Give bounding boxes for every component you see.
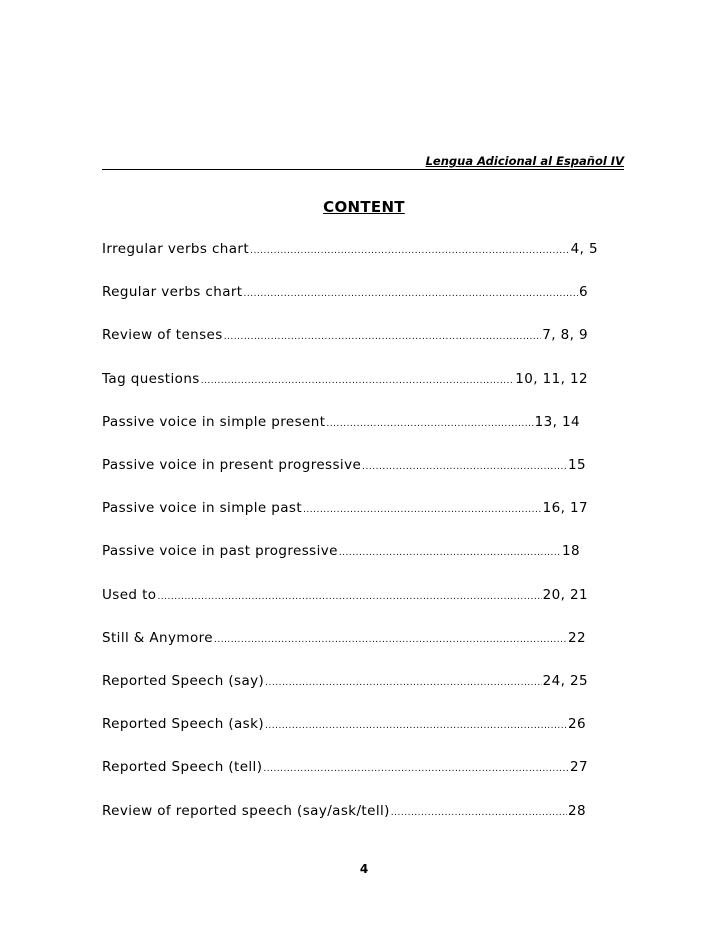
toc-entry-pages: 22 [568, 630, 586, 646]
toc-entry-pages: 24, 25 [542, 673, 588, 689]
toc-entry-title: Review of tenses [102, 327, 223, 343]
toc-entry-title: Passive voice in past progressive [102, 543, 338, 559]
toc-entry-title: Reported Speech (say) [102, 673, 265, 689]
toc-dot-leader [263, 764, 569, 774]
toc-entry [102, 587, 588, 605]
toc-entry-title: Passive voice in simple past [102, 500, 303, 516]
header-rule [102, 169, 624, 170]
toc-entry-pages: 13, 14 [534, 414, 580, 430]
toc-entry [102, 716, 586, 734]
toc-dot-leader [157, 592, 541, 602]
toc-dot-leader [244, 289, 578, 299]
toc-entry [102, 630, 586, 648]
toc-entry-pages: 18 [562, 543, 580, 559]
toc-dot-leader [224, 332, 542, 342]
toc-entry-pages: 10, 11, 12 [515, 371, 588, 387]
toc-entry-title: Passive voice in present progressive [102, 457, 362, 473]
toc-dot-leader [391, 808, 567, 818]
toc-entry-title: Review of reported speech (say/ask/tell) [102, 803, 390, 819]
toc-dot-leader [339, 548, 561, 558]
course-header: Lengua Adicional al Español IV [425, 154, 624, 168]
page-number: 4 [359, 862, 369, 876]
toc-entry-title: Passive voice in simple present [102, 414, 326, 430]
toc-entry-title: Reported Speech (tell) [102, 759, 263, 775]
toc-dot-leader [265, 678, 541, 688]
toc-entry-title: Regular verbs chart [102, 284, 243, 300]
toc-entry-title: Used to [102, 587, 157, 603]
toc-entry-pages: 4, 5 [570, 241, 598, 257]
toc-dot-leader [326, 419, 533, 429]
toc-entry [102, 673, 588, 691]
toc-entry [102, 284, 588, 302]
toc-dot-leader [201, 376, 515, 386]
toc-entry-pages: 26 [568, 716, 586, 732]
toc-entry-title: Still & Anymore [102, 630, 213, 646]
toc-entry [102, 803, 586, 821]
toc-entry [102, 759, 588, 777]
toc-entry [102, 500, 588, 518]
toc-entry-pages: 7, 8, 9 [542, 327, 588, 343]
toc-dot-leader [303, 505, 542, 515]
toc-entry [102, 543, 580, 561]
toc-entry-pages: 15 [568, 457, 586, 473]
toc-entry-pages: 16, 17 [542, 500, 588, 516]
toc-entry-pages: 6 [579, 284, 588, 300]
page-title: CONTENT [323, 198, 405, 216]
toc-entry-pages: 28 [568, 803, 586, 819]
toc-entry [102, 457, 586, 475]
toc-dot-leader [362, 462, 567, 472]
toc-entry-title: Irregular verbs chart [102, 241, 250, 257]
toc-entry [102, 414, 580, 432]
toc-entry-title: Reported Speech (ask) [102, 716, 264, 732]
toc-entry [102, 241, 598, 259]
toc-dot-leader [250, 246, 570, 256]
toc-dot-leader [214, 635, 567, 645]
toc-dot-leader [265, 721, 567, 731]
toc-entry-pages: 20, 21 [542, 587, 588, 603]
toc-entry [102, 327, 588, 345]
toc-entry-title: Tag questions [102, 371, 200, 387]
toc-entry [102, 371, 588, 389]
toc-entry-pages: 27 [570, 759, 588, 775]
